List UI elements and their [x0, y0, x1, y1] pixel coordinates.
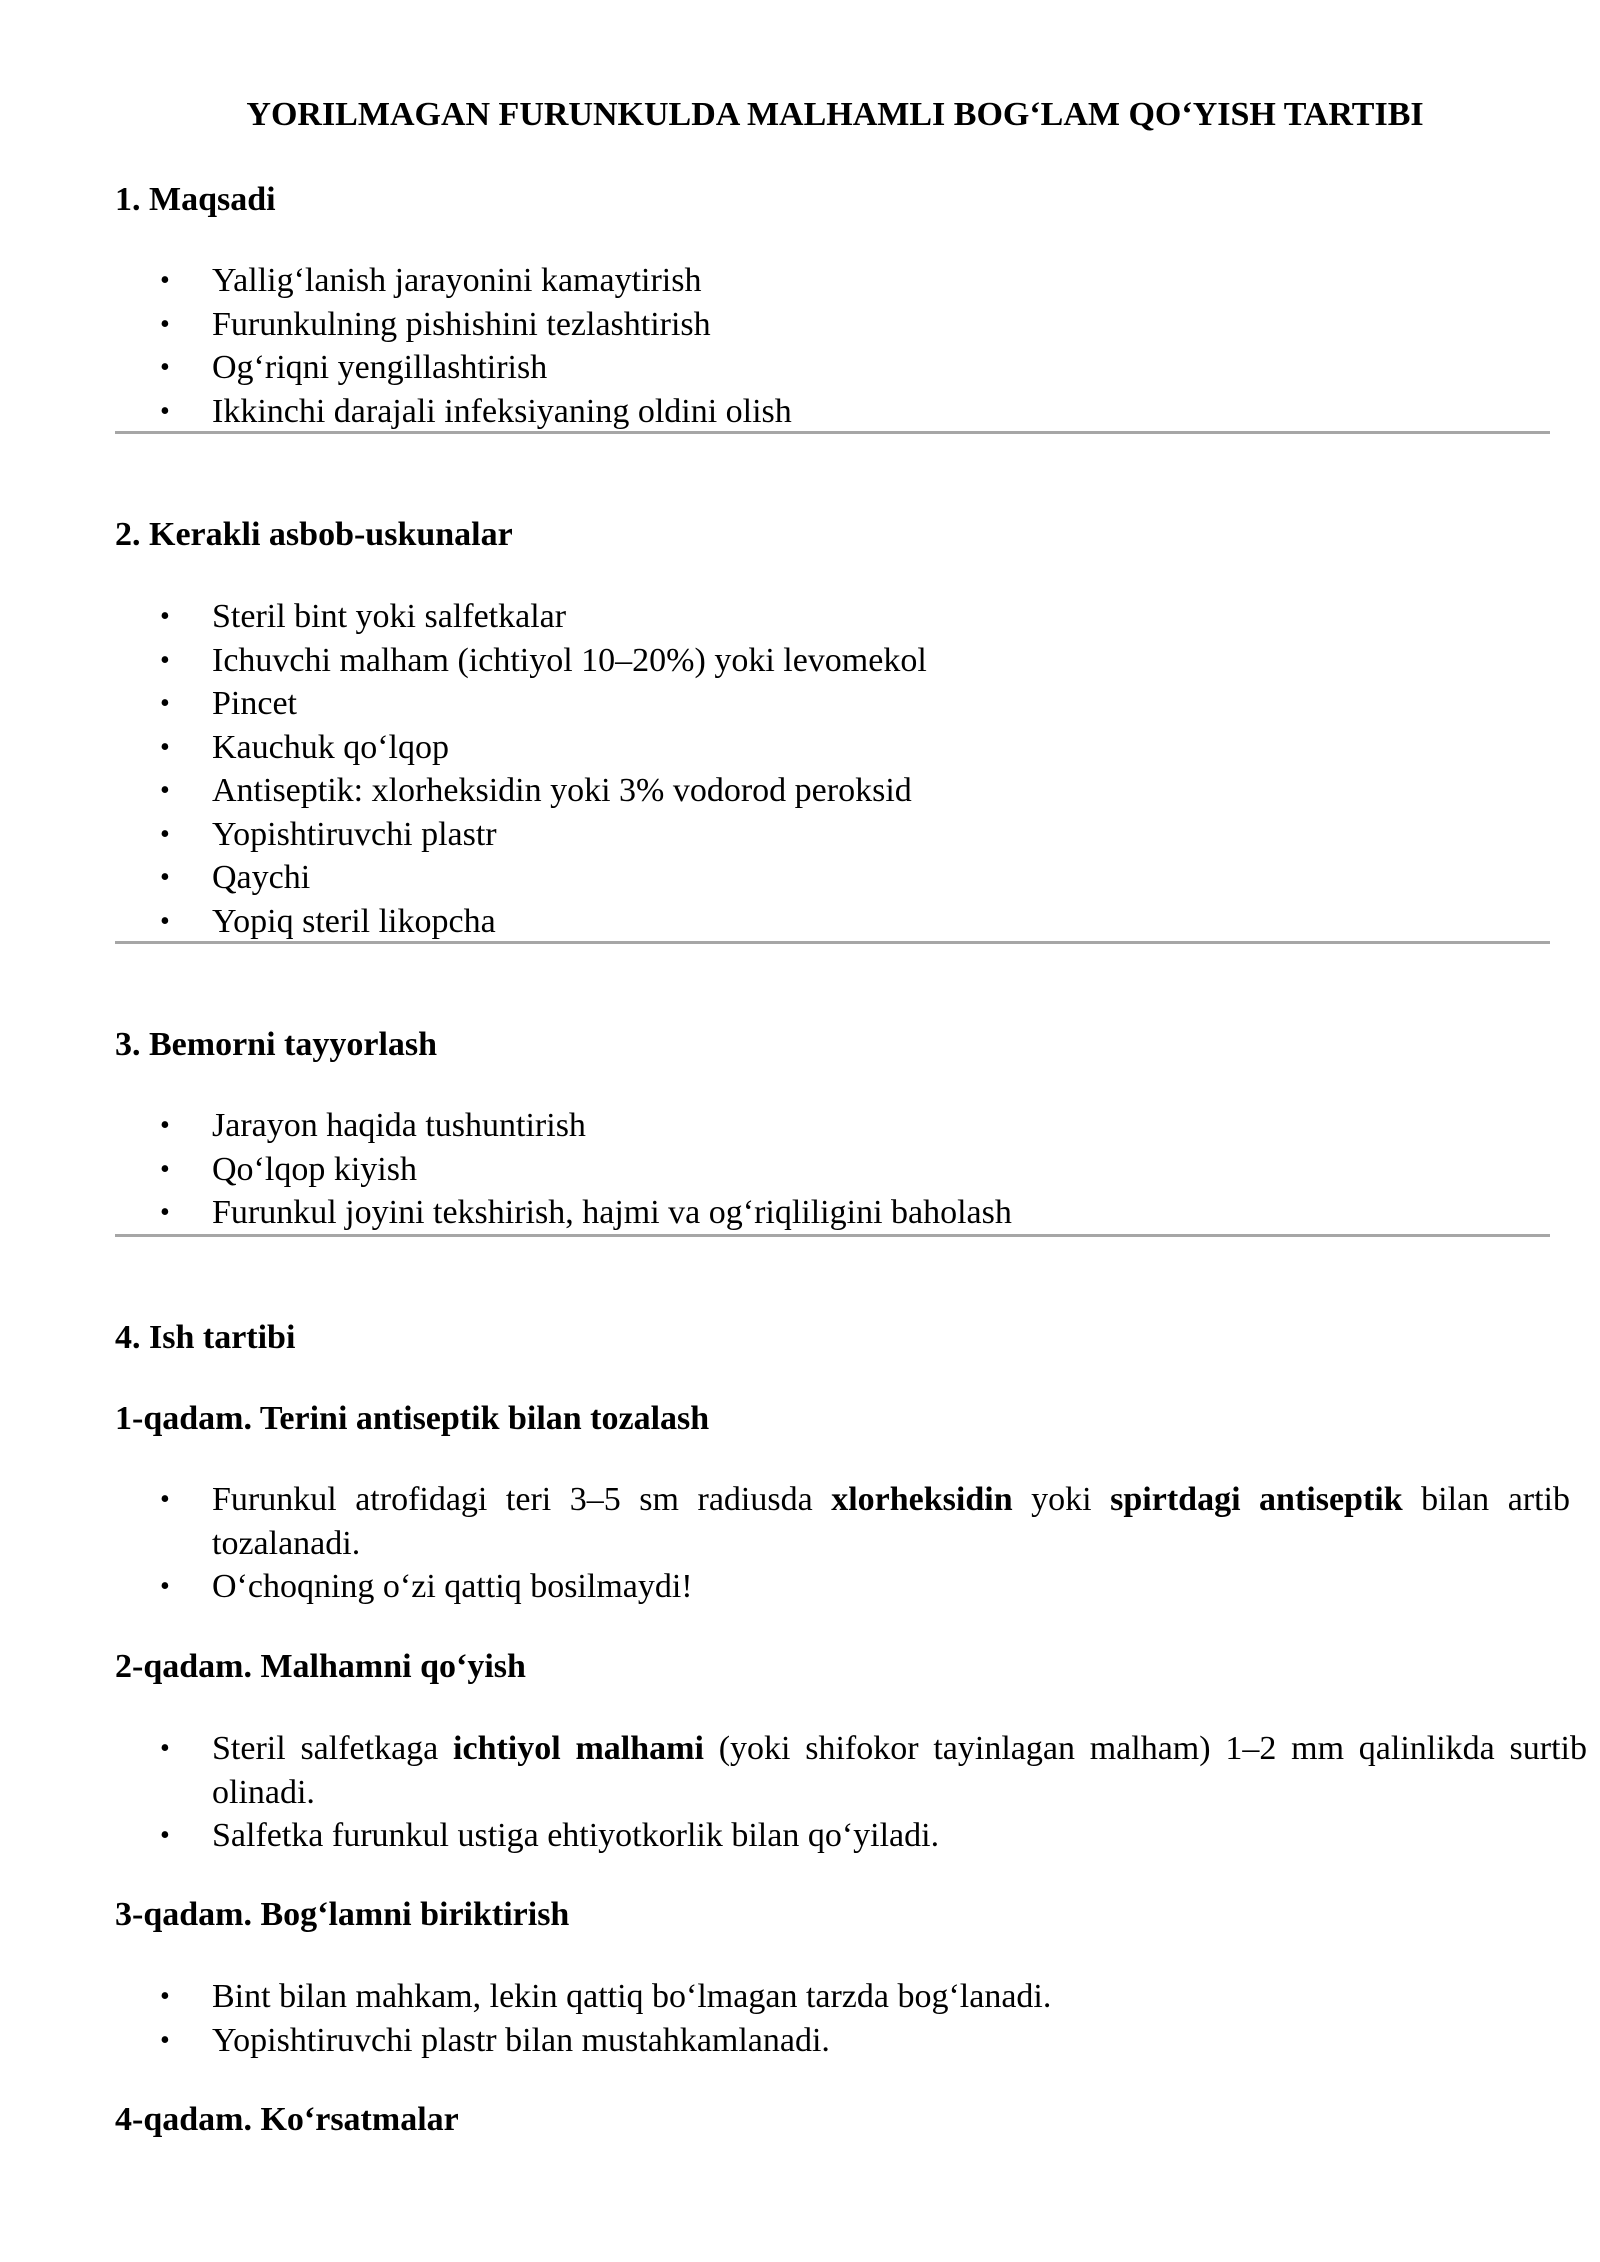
bullet-icon: • — [160, 1820, 170, 1851]
section-heading-bemorni-tayyorlash: 3. Bemorni tayyorlash — [115, 1026, 438, 1063]
document-title: YORILMAGAN FURUNKULDA MALHAMLI BOG‘LAM QO‘YISH TARTIBI — [246, 96, 1424, 133]
bullet-icon: • — [160, 1484, 170, 1515]
list-item: • Furunkul joyini tekshirish, hajmi va og‘riqliligini baholash — [115, 1191, 1575, 1235]
bullet-icon: • — [160, 905, 170, 937]
list-item: • Qaychi — [115, 856, 1575, 900]
list-step-2 — [115, 1727, 1587, 1858]
bullet-icon: • — [160, 818, 170, 850]
list-item: • Qo‘lqop kiyish — [115, 1148, 1575, 1192]
list-item: • Steril bint yoki salfetkalar — [115, 595, 1575, 639]
list-item: • Furunkul atrofidagi teri 3–5 sm radiusda xlorheksidin yoki spirtdagi antiseptik bilan artib tozalanadi. — [115, 1478, 1575, 1565]
list-item: • Yopiq steril likopcha — [115, 900, 1575, 944]
section-divider — [115, 431, 1550, 434]
bullet-icon: • — [160, 731, 170, 763]
step-heading-4: 4-qadam. Ko‘rsatmalar — [115, 2101, 459, 2138]
list-item: • Bint bilan mahkam, lekin qattiq bo‘lmagan tarzda bog‘lanadi. — [115, 1975, 1575, 2019]
bullet-icon: • — [160, 1981, 170, 2012]
list-item: • Yopishtiruvchi plastr — [115, 813, 1575, 857]
bullet-icon: • — [160, 265, 170, 296]
list-item: • Yopishtiruvchi plastr bilan mustahkamlanadi. — [115, 2019, 1575, 2063]
section-divider — [115, 941, 1550, 944]
step-heading-2: 2-qadam. Malhamni qo‘yish — [115, 1648, 526, 1685]
list-item: • O‘choqning o‘zi qattiq bosilmaydi! — [115, 1565, 1575, 1609]
list-item: • Antiseptik: xlorheksidin yoki 3% vodorod peroksid — [115, 769, 1575, 813]
section-heading-asbob-uskunalar: 2. Kerakli asbob-uskunalar — [115, 516, 513, 553]
bullet-icon: • — [160, 601, 170, 632]
bullet-icon: • — [160, 775, 170, 806]
bullet-icon: • — [160, 2024, 170, 2056]
section-divider — [115, 1234, 1550, 1237]
list-item: • Furunkulning pishishini tezlashtirish — [115, 303, 1575, 347]
list-item: • Salfetka furunkul ustiga ehtiyotkorlik bilan qo‘yiladi. — [115, 1814, 1575, 1858]
bullet-icon: • — [160, 644, 170, 676]
step-heading-3: 3-qadam. Bog‘lamni biriktirish — [115, 1896, 570, 1933]
bullet-icon: • — [160, 1197, 170, 1228]
list-item: • Pincet — [115, 682, 1575, 726]
bullet-icon: • — [160, 1110, 170, 1141]
list-item: • Jarayon haqida tushuntirish — [115, 1104, 1575, 1148]
list-bemorni-tayyorlash — [115, 1104, 1575, 1235]
list-step-3 — [115, 1975, 1575, 2062]
bullet-icon: • — [160, 395, 170, 427]
bullet-icon: • — [160, 1153, 170, 1185]
list-item: • Ichuvchi malham (ichtiyol 10–20%) yoki levomekol — [115, 639, 1575, 683]
list-item: • Ikkinchi darajali infeksiyaning oldini olish — [115, 390, 1575, 434]
list-item: • Kauchuk qo‘lqop — [115, 726, 1575, 770]
section-heading-ish-tartibi: 4. Ish tartibi — [115, 1319, 296, 1356]
list-maqsadi — [115, 259, 1575, 433]
step-heading-1: 1-qadam. Terini antiseptik bilan tozalash — [115, 1400, 710, 1437]
list-asbob-uskunalar — [115, 595, 1575, 943]
list-item: • Yallig‘lanish jarayonini kamaytirish — [115, 259, 1575, 303]
bullet-icon: • — [160, 1571, 170, 1602]
bullet-icon: • — [160, 1733, 170, 1764]
bullet-icon: • — [160, 862, 170, 893]
list-item: • Og‘riqni yengillashtirish — [115, 346, 1575, 390]
bullet-icon: • — [160, 352, 170, 383]
bullet-icon: • — [160, 308, 170, 340]
list-item: • Steril salfetkaga ichtiyol malhami (yoki shifokor tayinlagan malham) 1–2 mm qalinlikda surtib olinadi. — [115, 1727, 1575, 1814]
bullet-icon: • — [160, 688, 170, 719]
section-heading-maqsadi: 1. Maqsadi — [115, 181, 276, 218]
list-step-1 — [115, 1478, 1575, 1609]
